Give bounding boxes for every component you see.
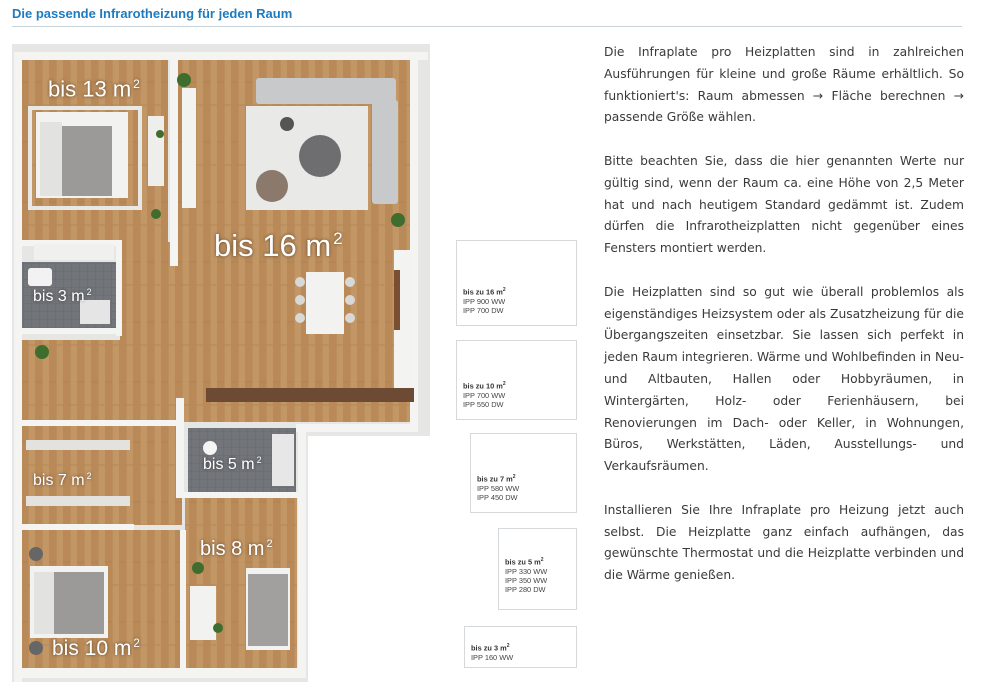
spec-item: IPP 350 WW bbox=[505, 575, 548, 585]
spec-card-title: bis zu 3 $m^2$ bbox=[471, 643, 510, 653]
spec-item: IPP 580 WW bbox=[477, 483, 520, 493]
spec-item: IPP 330 WW bbox=[505, 566, 548, 576]
spec-item: IPP 550 DW bbox=[463, 399, 504, 409]
spec-item: IPP 160 WW bbox=[471, 652, 514, 662]
paragraph-notice: Bitte beachten Sie, dass die hier genannten Werte nur gültig sind, wenn der Raum ca. eine Höhe von 2,5 Meter hat und nach heutigem Standard gedämmt ist. Zudem dürfen die Infrarotheizplatten nicht gegenüber eines Fensters montiert werden. bbox=[604, 153, 964, 256]
room-label-13: bis 13 m $^2$ bbox=[48, 76, 140, 102]
spec-card-16 bbox=[456, 240, 577, 326]
spec-item: IPP 450 DW bbox=[477, 492, 518, 502]
room-label-8: bis 8 m $^2$ bbox=[200, 538, 273, 560]
spec-card-10 bbox=[456, 340, 577, 420]
spec-card-5 bbox=[498, 528, 577, 610]
room-label-5: bis 5 m $^2$ bbox=[203, 455, 262, 474]
room-label-16: bis 16 m $^2$ bbox=[214, 228, 343, 263]
spec-item: IPP 280 DW bbox=[505, 585, 546, 595]
spec-item: IPP 700 WW bbox=[463, 390, 506, 400]
spec-card-3 bbox=[464, 626, 577, 668]
spec-card-title: bis zu 7 $m^2$ bbox=[477, 474, 516, 484]
spec-card-title: bis zu 5 $m^2$ bbox=[505, 557, 544, 567]
room-label-3: bis 3 m $^2$ bbox=[33, 287, 92, 306]
paragraph-usage: Die Heizplatten sind so gut wie überall problemlos als eigenständiges Heizsystem oder als Zusatzheizung für die Übergangszeiten einsetzbar. Sie lassen sich perfekt in jeden Raum integrieren. Wärme und Wohlbefinden in Neu- und Altbauten, Hallen oder Hobbyräumen, in Wintergärten, Holz- oder Ferienhäusern, bei Renovierungen im Dach- oder Keller, in Wohnungen, Büros, Werkstätten, Läden, Ausstellungs- und Verkaufsräumen. bbox=[604, 284, 964, 474]
description-column bbox=[604, 42, 964, 609]
spec-card-title: bis zu 10 $m^2$ bbox=[463, 381, 506, 391]
paragraph-intro: Die Infraplate pro Heizplatten sind in zahlreichen Ausführungen für kleine und große Räume erhältlich. So funktioniert's: Raum abmessen → Fläche berechnen → passende Größe wählen. bbox=[604, 45, 964, 125]
spec-card-7 bbox=[470, 433, 577, 513]
coffee-table bbox=[299, 135, 341, 177]
dining-table bbox=[306, 272, 344, 334]
spec-card-title: bis zu 16 $m^2$ bbox=[463, 287, 506, 297]
room-label-10: bis 10 m $^2$ bbox=[52, 637, 140, 660]
spec-item: IPP 900 WW bbox=[463, 296, 506, 306]
room-label-7: bis 7 m $^2$ bbox=[33, 471, 92, 490]
spec-item: IPP 700 DW bbox=[463, 305, 504, 315]
page-heading: Die passende Infrarotheizung für jeden Raum bbox=[12, 6, 293, 21]
paragraph-install: Installieren Sie Ihre Infraplate pro Heizung jetzt auch selbst. Die Heizplatte ganz einfach aufhängen, das gewünschte Thermostat und die Heizplatte verbinden und die Wärme genießen. bbox=[604, 502, 964, 583]
